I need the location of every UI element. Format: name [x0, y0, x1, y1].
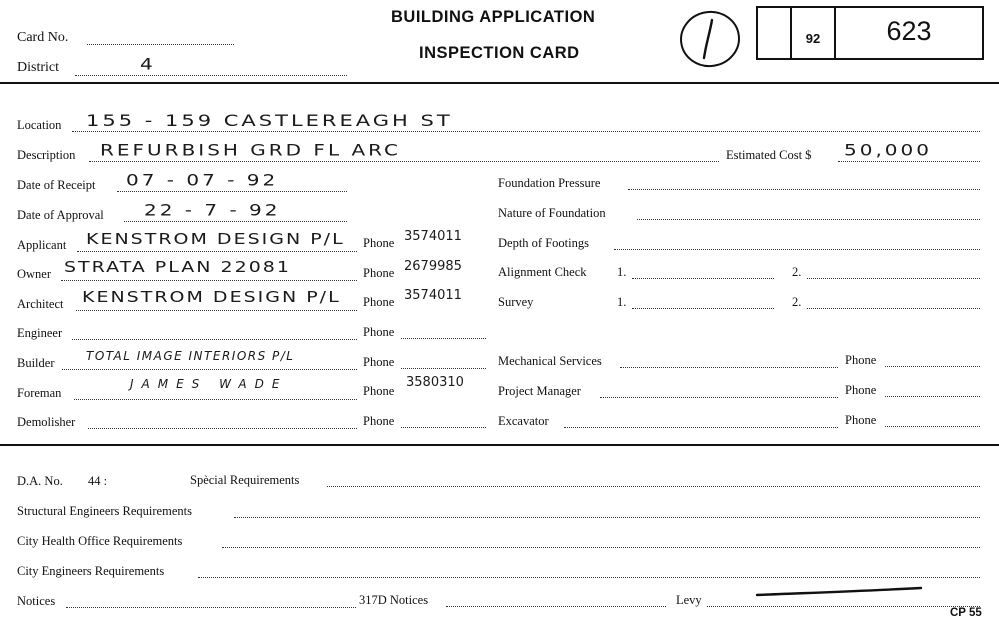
- architect-phone: 3574011: [404, 288, 462, 303]
- depth-footings-label: Depth of Footings: [498, 236, 589, 250]
- nature-foundation-label: Nature of Foundation: [498, 206, 606, 220]
- location-field[interactable]: [72, 131, 980, 132]
- owner-field[interactable]: [61, 280, 357, 281]
- architect-field[interactable]: [76, 310, 357, 311]
- applicant-field[interactable]: [77, 251, 357, 252]
- date-approval-field[interactable]: [124, 221, 347, 222]
- architect-label: Architect: [17, 297, 64, 311]
- demolisher-phone-label: Phone: [363, 414, 395, 428]
- engineer-field[interactable]: [72, 339, 357, 340]
- architect-phone-label: Phone: [363, 295, 395, 309]
- card-year: 92: [805, 31, 821, 46]
- location-value: 155 - 159 CASTLEREAGH ST: [86, 111, 453, 130]
- date-approval-label: Date of Approval: [17, 208, 104, 222]
- architect-value: KENSTROM DESIGN P/L: [82, 288, 341, 306]
- date-receipt-label: Date of Receipt: [17, 178, 96, 192]
- description-value: REFURBISH GRD FL ARC: [100, 140, 401, 160]
- mechanical-services-label: Mechanical Services: [498, 354, 602, 368]
- mechanical-services-field[interactable]: [620, 367, 838, 368]
- applicant-value: KENSTROM DESIGN P/L: [86, 230, 345, 248]
- location-label: Location: [17, 118, 62, 132]
- alignment-check-num2: 2.: [792, 265, 802, 279]
- header-divider: [0, 82, 999, 84]
- demolisher-label: Demolisher: [17, 415, 76, 429]
- notices-field[interactable]: [66, 607, 356, 608]
- applicant-label: Applicant: [17, 238, 67, 252]
- section-divider: [0, 444, 999, 446]
- excavator-label: Excavator: [498, 414, 549, 428]
- owner-phone-label: Phone: [363, 266, 395, 280]
- owner-label: Owner: [17, 267, 52, 281]
- survey-num2: 2.: [792, 295, 802, 309]
- demolisher-field[interactable]: [88, 428, 357, 429]
- project-manager-label: Project Manager: [498, 384, 581, 398]
- description-label: Description: [17, 148, 76, 162]
- project-manager-phone-field[interactable]: [885, 396, 980, 397]
- foreman-phone-label: Phone: [363, 384, 395, 398]
- alignment-check-field-2[interactable]: [807, 278, 980, 279]
- survey-field-1[interactable]: [632, 308, 774, 309]
- structural-requirements-field[interactable]: [234, 517, 980, 518]
- circled-mark-icon: [676, 6, 744, 72]
- city-engineers-field[interactable]: [198, 577, 980, 578]
- form-title-line2: INSPECTION CARD: [419, 44, 580, 62]
- description-field[interactable]: [89, 161, 719, 162]
- project-manager-phone-label: Phone: [845, 383, 877, 397]
- special-requirements-label: Spècial Requirements: [190, 473, 300, 487]
- da-no-label: D.A. No.: [17, 474, 63, 488]
- excavator-phone-field[interactable]: [885, 426, 980, 427]
- alignment-check-label: Alignment Check: [498, 265, 587, 279]
- owner-phone: 2679985: [404, 259, 462, 274]
- estimated-cost-value: 50,000: [844, 140, 932, 160]
- survey-field-2[interactable]: [807, 308, 980, 309]
- form-title-line1: BUILDING APPLICATION: [391, 8, 596, 26]
- builder-phone-label: Phone: [363, 355, 395, 369]
- date-receipt-field[interactable]: [117, 191, 347, 192]
- engineer-phone-label: Phone: [363, 325, 395, 339]
- project-manager-field[interactable]: [600, 397, 838, 398]
- builder-value: TOTAL IMAGE INTERIORS P/L: [86, 349, 295, 363]
- alignment-check-num1: 1.: [617, 265, 627, 279]
- structural-requirements-label: Structural Engineers Requirements: [17, 504, 192, 518]
- health-requirements-label: City Health Office Requirements: [17, 534, 183, 548]
- date-approval-value: 22 - 7 - 92: [144, 200, 281, 220]
- health-requirements-field[interactable]: [222, 547, 980, 548]
- foreman-phone: 3580310: [406, 375, 464, 390]
- district-value: 4: [140, 54, 156, 74]
- excavator-field[interactable]: [564, 427, 838, 428]
- builder-field[interactable]: [62, 369, 357, 370]
- foundation-pressure-label: Foundation Pressure: [498, 176, 601, 190]
- depth-footings-field[interactable]: [614, 249, 980, 250]
- owner-value: STRATA PLAN 22081: [64, 258, 291, 276]
- nature-foundation-field[interactable]: [637, 219, 980, 220]
- special-requirements-field[interactable]: [327, 486, 980, 487]
- survey-num1: 1.: [617, 295, 627, 309]
- applicant-phone-label: Phone: [363, 236, 395, 250]
- foreman-value: JAMES WADE: [130, 377, 288, 391]
- notices-317d-label: 317D Notices: [359, 593, 429, 607]
- foreman-field[interactable]: [74, 399, 357, 400]
- builder-label: Builder: [17, 356, 55, 370]
- form-code: CP 55: [950, 607, 982, 619]
- estimated-cost-label: Estimated Cost $: [726, 148, 812, 162]
- engineer-label: Engineer: [17, 326, 63, 340]
- survey-label: Survey: [498, 295, 534, 309]
- card-no-label: Card No.: [17, 30, 69, 45]
- levy-label: Levy: [676, 593, 702, 607]
- date-receipt-value: 07 - 07 - 92: [126, 170, 279, 190]
- notices-317d-field[interactable]: [446, 606, 666, 607]
- estimated-cost-field[interactable]: [838, 161, 980, 162]
- mechanical-phone-field[interactable]: [885, 366, 980, 367]
- foreman-label: Foreman: [17, 386, 62, 400]
- card-number: 623: [886, 16, 932, 46]
- applicant-phone: 3574011: [404, 229, 462, 244]
- foundation-pressure-field[interactable]: [628, 189, 980, 190]
- levy-field[interactable]: [707, 606, 980, 607]
- demolisher-phone-field[interactable]: [401, 427, 486, 428]
- builder-phone-field[interactable]: [401, 368, 486, 369]
- levy-pen-stroke-icon: [755, 585, 925, 599]
- notices-label: Notices: [17, 594, 56, 608]
- card-no-field[interactable]: [87, 44, 234, 45]
- district-label: District: [17, 60, 59, 75]
- alignment-check-field-1[interactable]: [632, 278, 774, 279]
- city-engineers-label: City Engineers Requirements: [17, 564, 165, 578]
- district-field[interactable]: [75, 75, 347, 76]
- engineer-phone-field[interactable]: [401, 338, 486, 339]
- da-no-value: 44 :: [88, 474, 108, 488]
- excavator-phone-label: Phone: [845, 413, 877, 427]
- mechanical-phone-label: Phone: [845, 353, 877, 367]
